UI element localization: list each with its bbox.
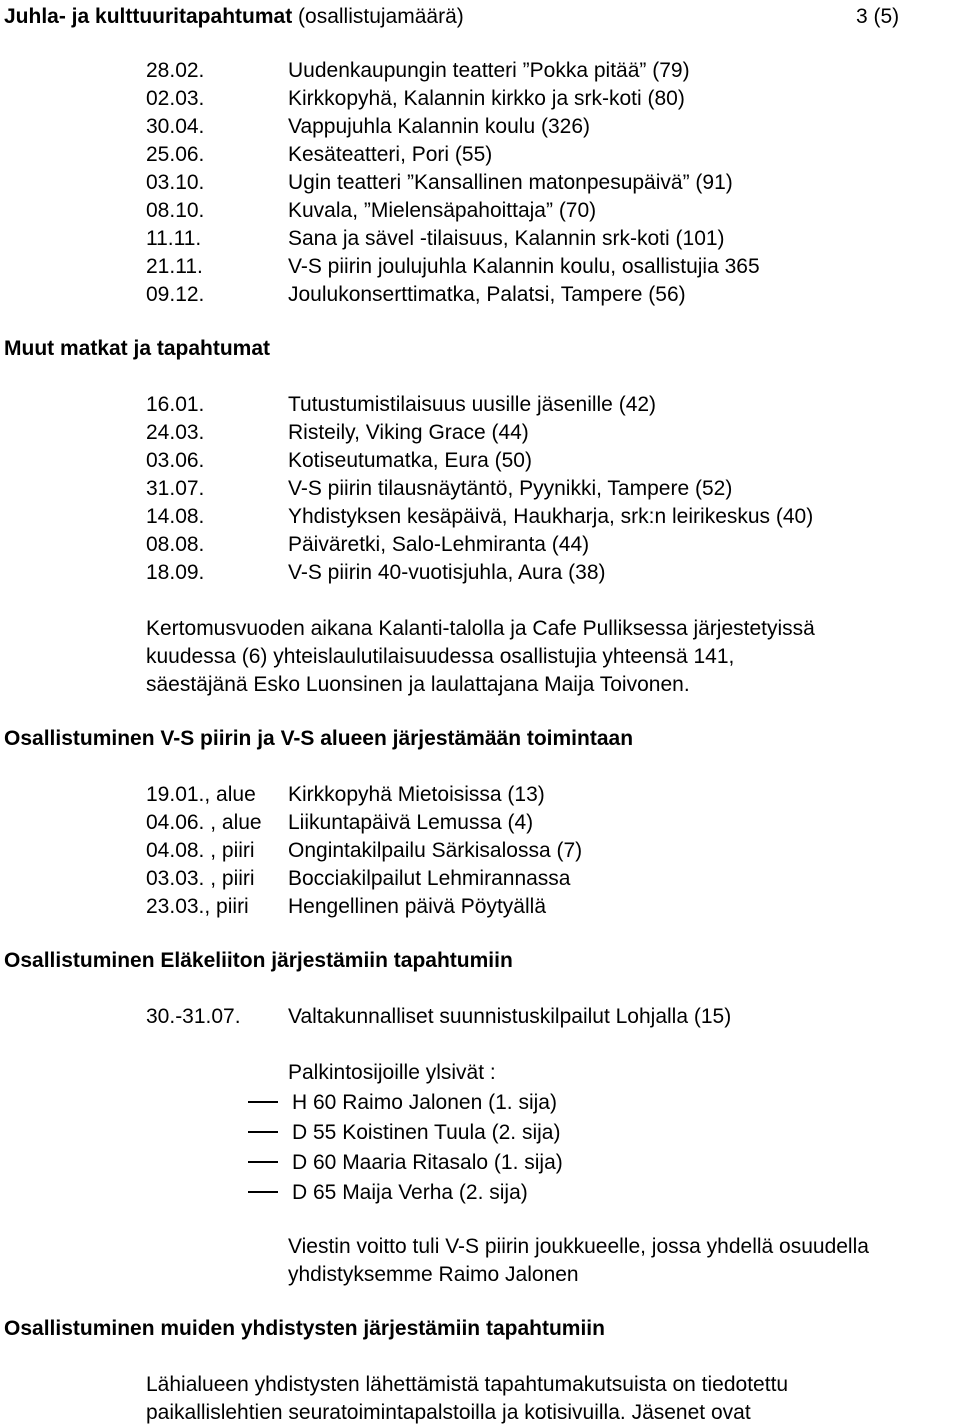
event-text: Vappujuhla Kalannin koulu (326) <box>288 115 590 138</box>
dash-bullet <box>248 1191 278 1193</box>
section-heading-elakeliitto: Osallistuminen Eläkeliiton järjestämiin tapahtumiin <box>4 949 513 972</box>
dash-bullet <box>248 1101 278 1103</box>
vs-text: Hengellinen päivä Pöytyällä <box>288 895 546 918</box>
paragraph-line: yhdistyksemme Raimo Jalonen <box>288 1263 579 1286</box>
paragraph-line: säestäjänä Esko Luonsinen ja laulattajana Maija Toivonen. <box>146 673 690 696</box>
orienteering-date: 30.-31.07. <box>146 1005 241 1028</box>
dash-bullet <box>248 1131 278 1133</box>
event-date: 25.06. <box>146 143 205 166</box>
trip-text: Yhdistyksen kesäpäivä, Haukharja, srk:n leirikeskus (40) <box>288 505 814 528</box>
event-date: 28.02. <box>146 59 205 82</box>
event-date: 11.11. <box>146 227 202 250</box>
trip-date: 31.07. <box>146 477 205 500</box>
vs-text: Bocciakilpailut Lehmirannassa <box>288 867 571 890</box>
event-text: V-S piirin joulujuhla Kalannin koulu, osallistujia 365 <box>288 255 760 278</box>
event-text: Kirkkopyhä, Kalannin kirkko ja srk-koti (80) <box>288 87 685 110</box>
trip-text: Risteily, Viking Grace (44) <box>288 421 529 444</box>
trip-date: 16.01. <box>146 393 205 416</box>
trip-text: Tutustumistilaisuus uusille jäsenille (42) <box>288 393 657 416</box>
trip-text: V-S piirin tilausnäytäntö, Pyynikki, Tampere (52) <box>288 477 733 500</box>
event-date: 03.10. <box>146 171 205 194</box>
event-date: 09.12. <box>146 283 205 306</box>
trip-date: 24.03. <box>146 421 205 444</box>
vs-date: 04.06. , alue <box>146 811 262 834</box>
event-date: 08.10. <box>146 199 205 222</box>
event-text: Ugin teatteri ”Kansallinen matonpesupäivä” (91) <box>288 171 733 194</box>
winner-item: D 55 Koistinen Tuula (2. sija) <box>292 1121 561 1144</box>
event-date: 21.11. <box>146 255 203 278</box>
dash-bullet <box>248 1161 278 1163</box>
vs-text: Kirkkopyhä Mietoisissa (13) <box>288 783 545 806</box>
event-text: Kuvala, ”Mielensäpahoittaja” (70) <box>288 199 597 222</box>
section-heading-vs: Osallistuminen V-S piirin ja V-S alueen järjestämään toimintaan <box>4 727 634 750</box>
vs-date: 23.03., piiri <box>146 895 249 918</box>
vs-date: 04.08. , piiri <box>146 839 255 862</box>
trip-text: V-S piirin 40-vuotisjuhla, Aura (38) <box>288 561 606 584</box>
winner-item: D 60 Maaria Ritasalo (1. sija) <box>292 1151 563 1174</box>
event-text: Sana ja sävel -tilaisuus, Kalannin srk-koti (101) <box>288 227 725 250</box>
vs-date: 03.03. , piiri <box>146 867 255 890</box>
title-sub: (osallistujamäärä) <box>298 5 464 28</box>
trip-date: 18.09. <box>146 561 205 584</box>
paragraph-line: kuudessa (6) yhteislaulutilaisuudessa osallistujia yhteensä 141, <box>146 645 735 668</box>
page-number: 3 (5) <box>856 5 900 28</box>
event-date: 02.03. <box>146 87 205 110</box>
winner-item: D 65 Maija Verha (2. sija) <box>292 1181 528 1204</box>
section-heading-trips: Muut matkat ja tapahtumat <box>4 337 271 360</box>
event-text: Kesäteatteri, Pori (55) <box>288 143 493 166</box>
paragraph-line: Kertomusvuoden aikana Kalanti-talolla ja Cafe Pulliksessa järjestetyissä <box>146 617 815 640</box>
vs-date: 19.01., alue <box>146 783 256 806</box>
page-title <box>4 6 464 27</box>
section-heading-others: Osallistuminen muiden yhdistysten järjestämiin tapahtumiin <box>4 1317 605 1340</box>
trip-date: 03.06. <box>146 449 205 472</box>
event-date: 30.04. <box>146 115 205 138</box>
event-text: Uudenkaupungin teatteri ”Pokka pitää” (79) <box>288 59 690 82</box>
paragraph-line: paikallislehtien seuratoimintapalstoilla ja kotisivuilla. Jäsenet ovat <box>146 1401 751 1424</box>
winner-item: H 60 Raimo Jalonen (1. sija) <box>292 1091 557 1114</box>
winners-intro: Palkintosijoille ylsivät : <box>288 1061 496 1084</box>
vs-text: Liikuntapäivä Lemussa (4) <box>288 811 534 834</box>
trip-date: 14.08. <box>146 505 205 528</box>
trip-date: 08.08. <box>146 533 205 556</box>
vs-text: Ongintakilpailu Särkisalossa (7) <box>288 839 583 862</box>
trip-text: Kotiseutumatka, Eura (50) <box>288 449 532 472</box>
paragraph-line: Viestin voitto tuli V-S piirin joukkueelle, jossa yhdellä osuudella <box>288 1235 869 1258</box>
paragraph-line: Lähialueen yhdistysten lähettämistä tapahtumakutsuista on tiedotettu <box>146 1373 789 1396</box>
trip-text: Päiväretki, Salo-Lehmiranta (44) <box>288 533 590 556</box>
title-main: Juhla- ja kulttuuritapahtumat <box>4 5 293 28</box>
orienteering-text: Valtakunnalliset suunnistuskilpailut Lohjalla (15) <box>288 1005 732 1028</box>
event-text: Joulukonserttimatka, Palatsi, Tampere (56) <box>288 283 686 306</box>
